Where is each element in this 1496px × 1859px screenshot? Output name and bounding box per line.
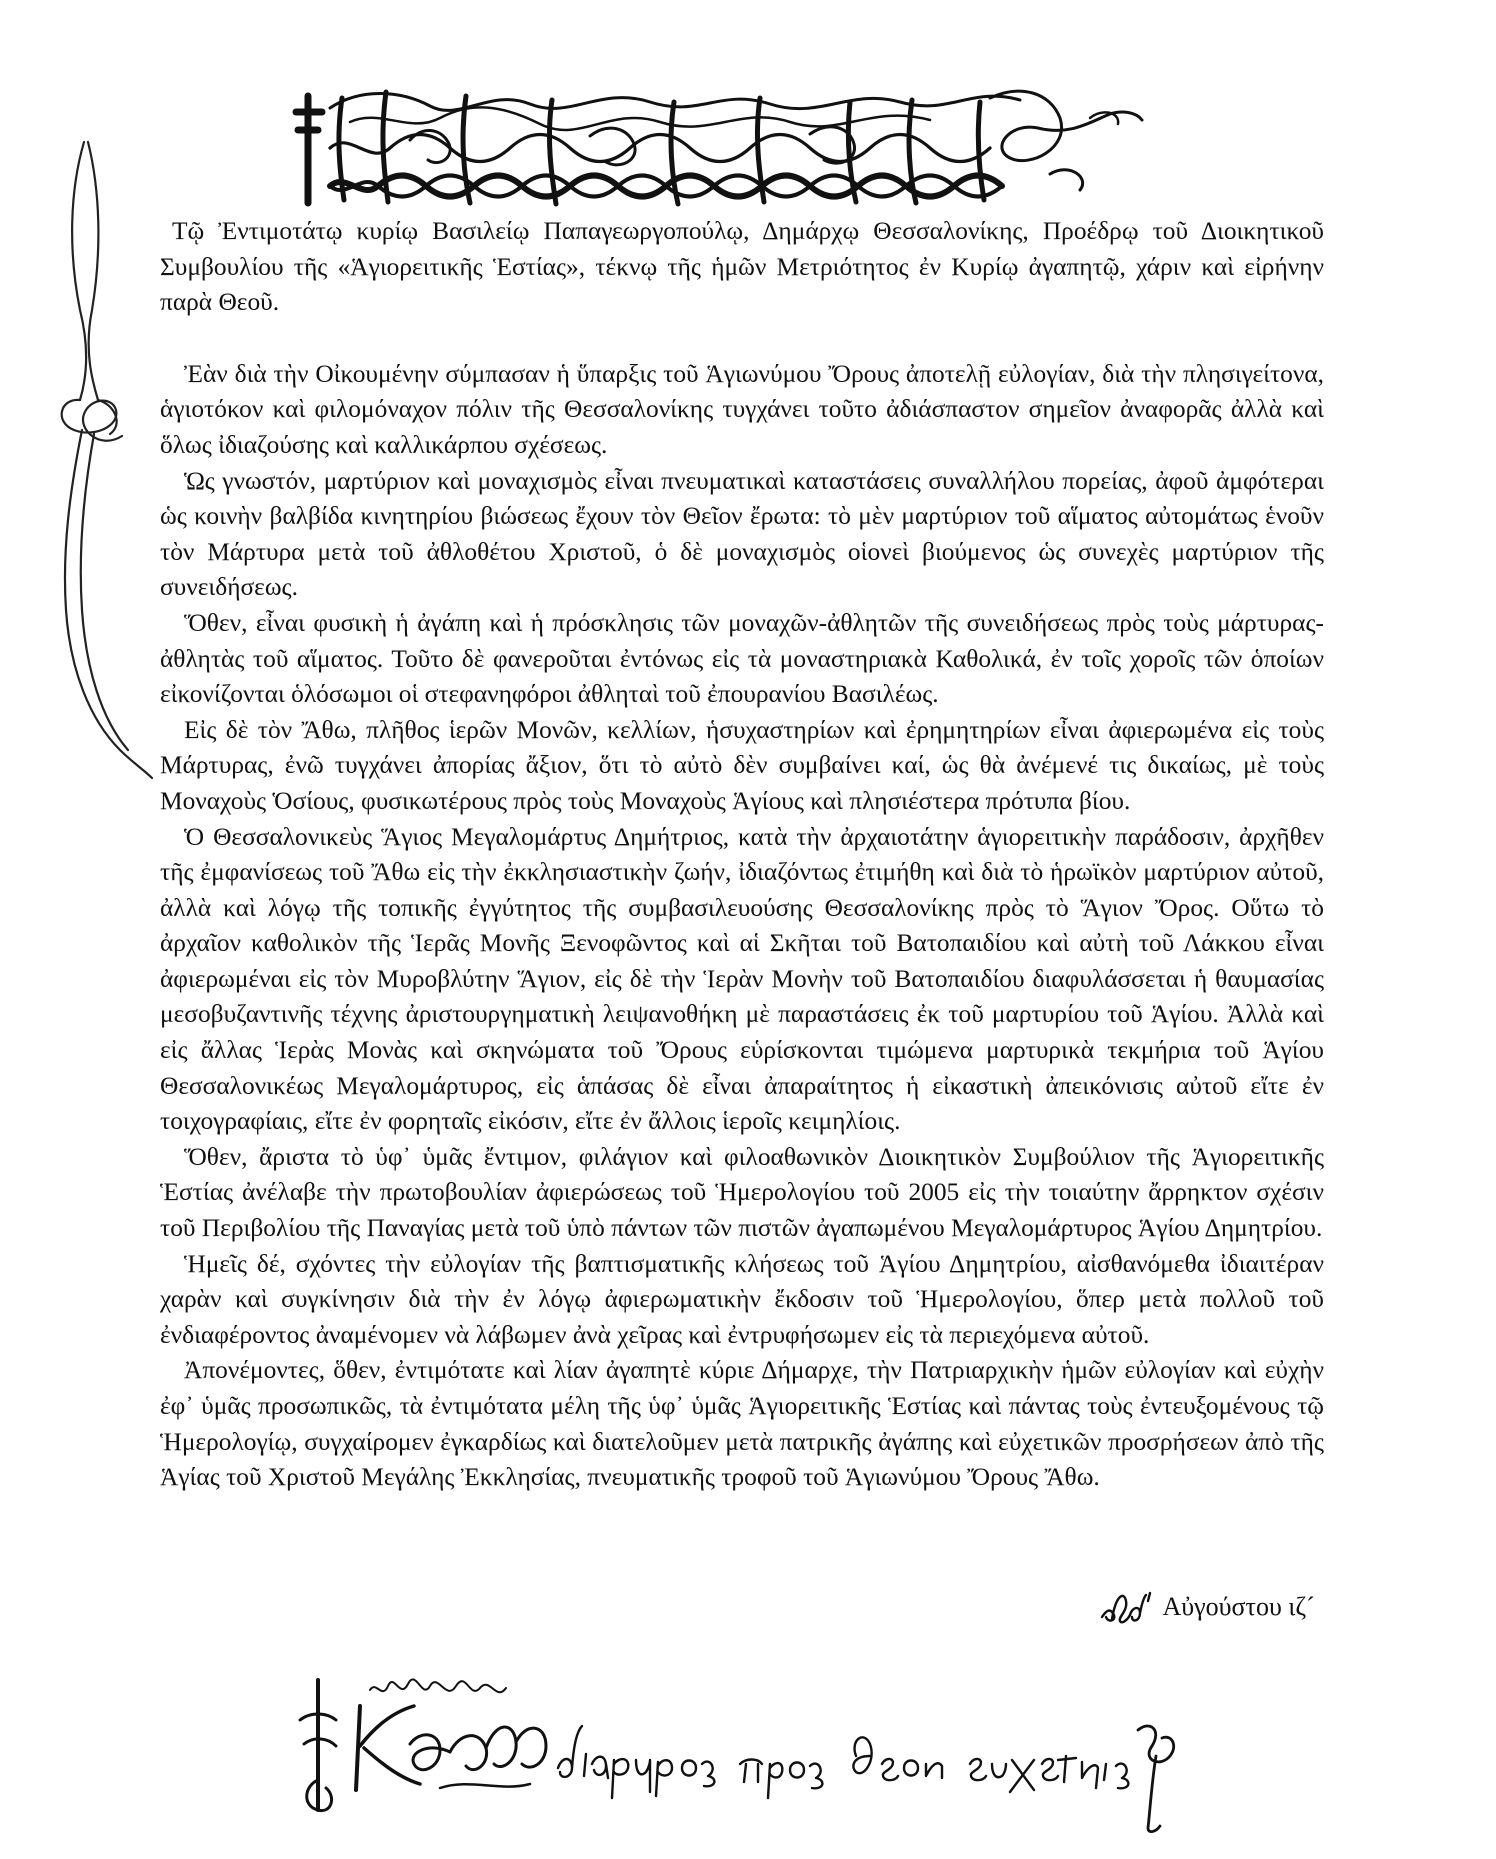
letter-date [1098,1583,1338,1627]
letter-paragraph: Ὁ Θεσσαλονικεὺς Ἅγιος Μεγαλομάρτυς Δημήτριος, κατὰ τὴν ἀρχαιοτάτην ἁγιορειτικὴν παράδοσιν, ἀρχῆθεν τῆς ἐμφανίσεως τοῦ Ἄθω εἰς τὴν ἐκκλησιαστικὴν ζωήν, ἰδιαζόντως ἐτιμήθη καὶ διὰ τὸ ἡρωϊκὸν μαρτύριον αὐτοῦ, ἀλλὰ καὶ λόγῳ τῆς τοπικῆς ἐγγύτητος τῆς συμβασιλευούσης Θεσσαλονίκης πρὸς τὸ Ἅγιον Ὄρος. Οὕτω τὸ ἀρχαῖον καθολικὸν τῆς Ἱερᾶς Μονῆς Ξενοφῶντος καὶ αἱ Σκῆται τοῦ Βατοπαιδίου καὶ αὐτὴ τοῦ Λάκκου εἶναι ἀφιερωμέναι εἰς τὸν Μυροβλύτην Ἅγιον, εἰς δὲ τὴν Ἱερὰν Μονὴν τοῦ Βατοπαιδίου διαφυλάσσεται ἡ θαυμασίας μεσοβυζαντινῆς τέχνης ἀριστουργηματικὴ λειψανοθήκη μὲ παραστάσεις ἐκ τοῦ μαρτυρίου τοῦ Ἁγίου. Ἀλλὰ καὶ εἰς ἄλλας Ἱερὰς Μονὰς καὶ σκηνώματα τοῦ Ὄρους εὑρίσκονται τιμώμενα μαρτυρικὰ τεκμήρια τοῦ Ἁγίου Θεσσαλονικέως Μεγαλομάρτυρος, εἰς ἁπάσας δὲ εἶναι ἀπαραίτητος ἡ εἰκαστικὴ ἀπεικόνισις αὐτοῦ εἴτε ἐν τοιχογραφίαις, εἴτε ἐν φορηταῖς εἰκόσιν, εἴτε ἐν ἄλλοις ἱεροῖς κειμηλίοις. [160,822,1324,1136]
letter-paragraph: Ἀπονέμοντες, ὅθεν, ἐντιμότατε καὶ λίαν ἀγαπητὲ κύριε Δήμαρχε, τὴν Πατριαρχικὴν ἡμῶν εὐλογίαν καὶ εὐχὴν ἐφ᾽ ὑμᾶς προσωπικῶς, τὰ ἐντιμότατα μέλη τῆς ὑφ᾽ ὑμᾶς Ἁγιορειτικῆς Ἑστίας καὶ πάντας τοὺς ἐντευξομένους τῷ Ἡμερολογίῳ, συγχαίρομεν ἐγκαρδίως καὶ διατελοῦμεν μετὰ πατρικῆς ἀγάπης καὶ εὐχετικῶν προσρήσεων ἀπὸ τῆς Ἁγίας τοῦ Χριστοῦ Μεγάλης Ἐκκλησίας, πνευματικῆς τροφοῦ τοῦ Ἁγιωνύμου Ὄρους Ἄθω. [160,1356,1324,1492]
letter-body [160,214,1324,1496]
date-text: Αὐγούστου ιζ´ [1162,1592,1315,1622]
letter-paragraph: Ἡμεῖς δέ, σχόντες τὴν εὐλογίαν τῆς βαπτισματικῆς κλήσεως τοῦ Ἁγίου Δημητρίου, αἰσθανόμεθα ἰδιαιτέραν χαρὰν καὶ συγκίνησιν διὰ τὴν ἐν λόγῳ ἀφιερωματικὴν ἔκδοσιν τοῦ Ἡμερολογίου, ὅπερ μετὰ πολλοῦ τοῦ ἐνδιαφέροντος ἀναμένομεν νὰ λάβωμεν ἀνὰ χεῖρας καὶ ἐντρυφήσωμεν εἰς τὰ περιεχόμενα αὐτοῦ. [160,1249,1324,1349]
letter-paragraph: Ὅθεν, ἄριστα τὸ ὑφ᾽ ὑμᾶς ἔντιμον, φιλάγιον καὶ φιλοαθωνικὸν Διοικητικὸν Συμβούλιον τῆς Ἁγιορειτικῆς Ἑστίας ἀνέλαβε τὴν πρωτοβουλίαν ἀφιερώσεως τοῦ Ἡμερολογίου τοῦ 2005 εἰς τὴν τοιαύτην ἄρρηκτον σχέσιν τοῦ Περιβολίου τῆς Παναγίας μετὰ τοῦ ὑπὸ πάντων τῶν πιστῶν ἀγαπωμένου Μεγαλομάρτυρος Ἁγίου Δημητρίου. [160,1142,1324,1243]
letter-paragraph: Εἰς δὲ τὸν Ἄθω, πλῆθος ἱερῶν Μονῶν, κελλίων, ἡσυχαστηρίων καὶ ἐρημητηρίων εἶναι ἀφιερωμένα εἰς τοὺς Μάρτυρας, ἐνῶ τυγχάνει ἀπορίας ἄξιον, ὅτι τὸ αὐτὸ δὲν συμβαίνει καί, ὡς θὰ ἀνέμενέ τις δικαίως, μὲ τοὺς Μοναχοὺς Ὁσίους, φυσικωτέρους πρὸς τοὺς Μοναχοὺς Ἁγίους καὶ πλησιέστερα πρότυπα βίου. [160,715,1324,815]
letter-paragraph: Ὡς γνωστόν, μαρτύριον καὶ μοναχισμὸς εἶναι πνευματικαὶ καταστάσεις συναλλήλου πορείας, ἀφοῦ ἀμφότεραι ὡς κοινὴν βαλβίδα κινητηρίου βιώσεως ἔχουν τὸν Θεῖον ἔρωτα: τὸ μὲν μαρτύριον τοῦ αἵματος αὐτομάτως ἑνοῦν τὸν Μάρτυρα μετὰ τοῦ ἀθλοθέτου Χριστοῦ, ὁ δὲ μοναχισμὸς οἱονεὶ βιούμενος ὡς συνεχὲς μαρτύριον τῆς συνειδήσεως. [160,466,1324,602]
year-mark-handwritten [1098,1587,1156,1627]
cord-drawing [40,130,160,810]
salutation-paragraph: Τῷ Ἐντιμοτάτῳ κυρίῳ Βασιλείῳ Παπαγεωργοπούλῳ, Δημάρχῳ Θεσσαλονίκης, Προέδρῳ τοῦ Διοικητικοῦ Συμβουλίου τῆς «Ἁγιορειτικῆς Ἑστίας», τέκνῳ τῆς ἡμῶν Μετριότητος ἐν Κυρίῳ ἀγαπητῷ, χάριν καὶ εἰρήνην παρὰ Θεοῦ. [160,217,1324,317]
signature-drawing [290,1660,1230,1835]
letter-paragraph: Ὅθεν, εἶναι φυσικὴ ἡ ἀγάπη καὶ ἡ πρόσκλησις τῶν μοναχῶν-ἀθλητῶν τῆς συνειδήσεως πρὸς τοὺς μάρτυρας-ἀθλητὰς τοῦ αἵματος. Τοῦτο δὲ φανεροῦται ἐντόνως εἰς τὰ μοναστηριακὰ Καθολικά, ἐν τοῖς χοροῖς τῶν ὁποίων εἰκονίζονται ὁλόσωμοι οἱ στεφανηφόροι ἀθληταὶ τοῦ ἐπουρανίου Βασιλέως. [160,608,1324,709]
letter-paragraph: Ἐὰν διὰ τὴν Οἰκουμένην σύμπασαν ἡ ὕπαρξις τοῦ Ἁγιωνύμου Ὄρους ἀποτελῇ εὐλογίαν, διὰ τὴν πλησιγείτονα, ἁγιοτόκον καὶ φιλομόναχον πόλιν τῆς Θεσσαλονίκης τυγχάνει τοῦτο ἀδιάσπαστον σημεῖον ἀναφορᾶς ἀλλὰ καὶ ὅλως ἰδιαζούσης καὶ καλλικάρπου σχέσεως. [160,359,1324,459]
seal-cord-ribbon [40,130,160,810]
patriarch-signature [290,1660,1230,1835]
calligraphy-header-drawing [290,78,1150,213]
calligraphic-header-seal [290,78,1150,213]
